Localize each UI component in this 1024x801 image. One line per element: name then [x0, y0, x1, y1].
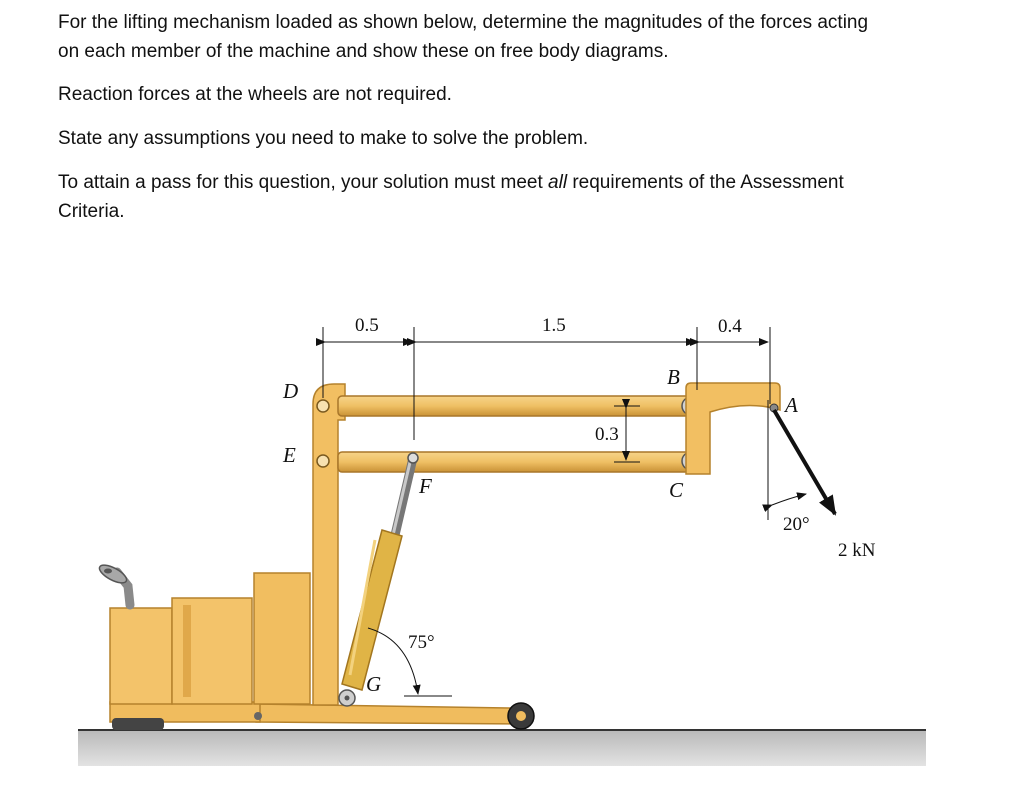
hydraulic-cylinder-GF — [339, 453, 418, 706]
vertical-mast — [313, 384, 345, 705]
label-A: A — [785, 393, 798, 417]
pin-E — [317, 455, 329, 467]
dim-0-3: 0.3 — [595, 424, 619, 445]
end-bracket — [686, 383, 780, 474]
pass-criteria-post: requirements of the Assessment — [567, 172, 844, 193]
label-E: E — [283, 443, 296, 467]
pin-F — [408, 453, 418, 463]
label-C: C — [669, 478, 684, 502]
angle-20: 20° — [783, 514, 810, 535]
dim-0-5: 0.5 — [355, 315, 379, 336]
pin-D — [317, 400, 329, 412]
lower-arm-EC — [317, 452, 700, 472]
instruction-line-1: For the lifting mechanism loaded as shown below, determine the magnitudes of the forces acting — [58, 12, 869, 33]
load-label: 2 kN — [838, 540, 876, 561]
load-arrow — [774, 410, 835, 514]
pass-criteria-pre: To attain a pass for this question, your solution must meet — [58, 172, 549, 193]
label-F: F — [419, 474, 432, 498]
pass-criteria-end: Criteria. — [58, 201, 125, 222]
pass-criteria-emphasis: all — [548, 172, 568, 193]
dim-1-5: 1.5 — [542, 315, 566, 336]
reaction-note: Reaction forces at the wheels are not required. — [58, 84, 452, 105]
assumptions-note: State any assumptions you need to make to solve the problem. — [58, 128, 589, 149]
ground — [78, 730, 926, 766]
label-B: B — [667, 365, 680, 389]
instruction-line-2: on each member of the machine and show these on free body diagrams. — [58, 41, 669, 62]
upper-arm-DB — [317, 396, 700, 416]
angle-75: 75° — [408, 632, 435, 653]
dim-0-4: 0.4 — [718, 316, 742, 337]
label-D: D — [283, 379, 299, 403]
label-G: G — [366, 672, 382, 696]
handle — [97, 562, 130, 605]
